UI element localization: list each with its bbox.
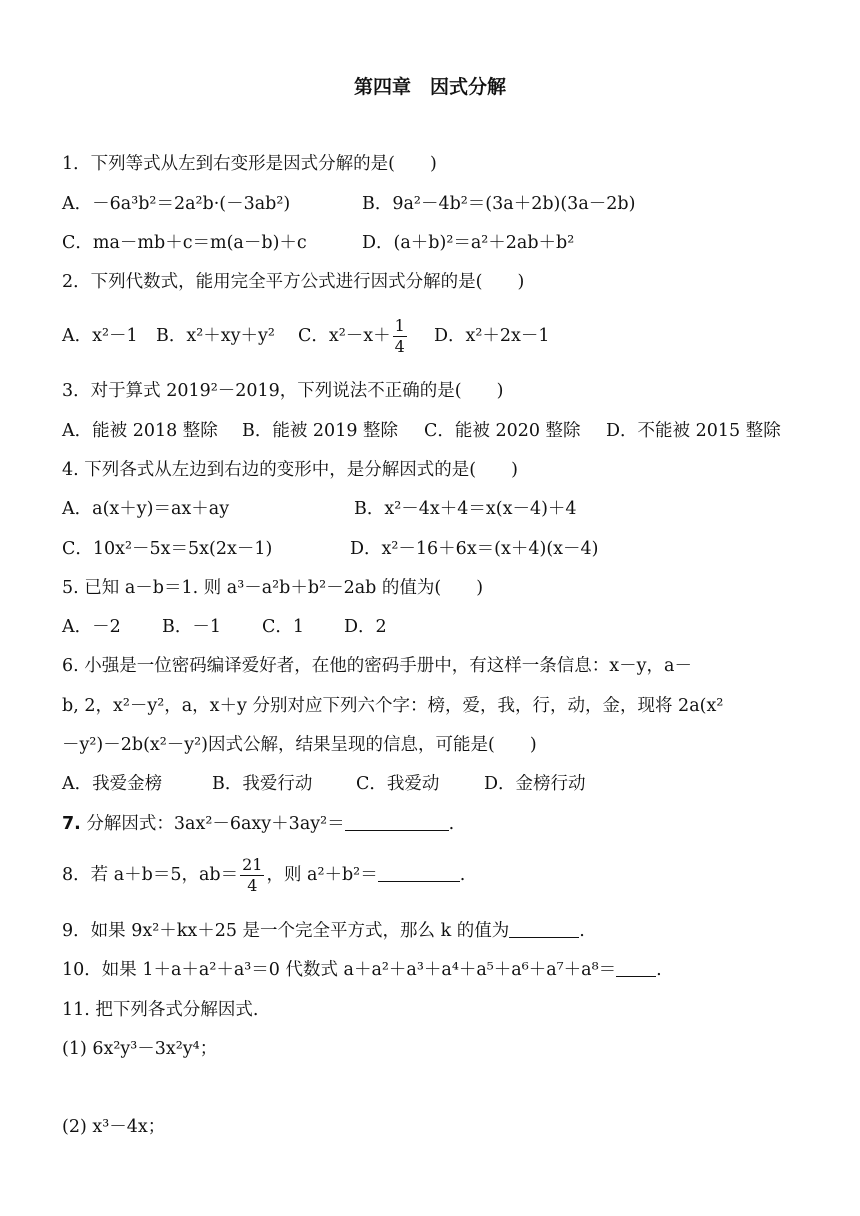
question-3-stem: 3．对于算式 2019²－2019，下列说法不正确的是( ) [62, 381, 504, 401]
q4-option-c: C．10x²－5x＝5x(2x－1) [62, 539, 273, 559]
q1-option-c: C．ma－mb＋c＝m(a－b)＋c [62, 233, 307, 253]
question-2-stem: 2．下列代数式，能用完全平方公式进行因式分解的是( ) [62, 272, 525, 292]
question-10 [62, 957, 820, 983]
question-6-line-1: 6. 小强是一位密码编译爱好者，在他的密码手册中，有这样一条信息：x－y，a－ [62, 656, 692, 676]
q4-option-d: D．x²－16＋6x＝(x＋4)(x－4) [350, 539, 599, 559]
q2-option-a: A．x²－1 [62, 326, 138, 346]
q5-option-c: C．1 [262, 617, 305, 637]
fraction-denominator: 4 [247, 876, 258, 895]
q3-option-b: B．能被 2019 整除 [242, 421, 399, 441]
question-7-end: . [448, 814, 455, 834]
question-8-end: . [459, 865, 466, 885]
q5-option-a: A．－2 [62, 617, 121, 637]
question-4-stem: 4. 下列各式从左边到右边的变形中，是分解因式的是( ) [62, 460, 518, 480]
question-6-line-2: b, 2，x²－y²，a，x＋y 分别对应下列六个字：榜，爱，我，行，动，金，现将 2a(x² [62, 696, 724, 716]
q6-option-d: D．金榜行动 [484, 774, 586, 794]
question-8 [62, 852, 820, 898]
question-8-fraction [240, 855, 264, 896]
q5-option-d: D．2 [344, 617, 387, 637]
q3-option-a: A．能被 2018 整除 [62, 421, 218, 441]
answer-blank[interactable] [616, 958, 656, 977]
question-5-stem: 5. 已知 a－b＝1. 则 a³－a²b＋b²－2ab 的值为( ) [62, 578, 484, 598]
chapter-title: 第四章 因式分解 [353, 76, 506, 98]
q1-option-a: A．－6a³b²＝2a²b·(－3ab²) [62, 194, 291, 214]
q2-option-b: B．x²＋xy＋y² [156, 326, 275, 346]
q1-option-b: B．9a²－4b²＝(3a＋2b)(3a－2b) [362, 194, 636, 214]
question-6-line-3: －y²)－2b(x²－y²)因式公解，结果呈现的信息，可能是( ) [62, 735, 537, 755]
question-8-suffix: ，则 a²＋b²＝ [266, 865, 378, 885]
question-7-text: 分解因式：3ax²－6axy＋3ay²＝ [86, 814, 345, 834]
question-11-part-2: (2) x³－4x； [62, 1117, 166, 1137]
question-7 [62, 811, 820, 837]
answer-blank[interactable] [378, 863, 460, 882]
fraction-numerator: 21 [242, 855, 263, 874]
q4-option-a: A．a(x＋y)＝ax＋ay [62, 499, 230, 519]
q2-option-c-text: C．x²－x＋ [298, 326, 391, 346]
question-9 [62, 918, 820, 944]
question-7-number: 7. [62, 814, 81, 834]
question-9-end: . [579, 921, 585, 941]
fraction-denominator: 4 [394, 337, 405, 356]
q6-option-b: B．我爱行动 [212, 774, 313, 794]
q4-option-b: B．x²－4x＋4＝x(x－4)＋4 [354, 499, 577, 519]
question-11-part-1: (1) 6x²y³－3x²y⁴； [62, 1039, 218, 1059]
answer-blank[interactable] [345, 812, 449, 831]
q3-option-c: C．能被 2020 整除 [424, 421, 581, 441]
q5-option-b: B．－1 [162, 617, 221, 637]
question-10-end: . [656, 960, 662, 980]
q6-option-a: A．我爱金榜 [62, 774, 163, 794]
question-2-options [62, 314, 820, 358]
q6-option-c: C．我爱动 [356, 774, 440, 794]
q1-option-d: D．(a＋b)²＝a²＋2ab＋b² [362, 233, 575, 253]
fraction-numerator: 1 [394, 316, 405, 335]
q2-option-c [298, 314, 409, 358]
q2-option-c-fraction [393, 316, 407, 357]
question-1-stem: 1．下列等式从左到右变形是因式分解的是( ) [62, 154, 437, 174]
question-9-text: 9．如果 9x²＋kx＋25 是一个完全平方式，那么 k 的值为 [62, 921, 510, 941]
answer-blank[interactable] [509, 919, 579, 938]
question-11-stem: 11. 把下列各式分解因式. [62, 1000, 259, 1020]
question-8-prefix: 8．若 a＋b＝5，ab＝ [62, 865, 239, 885]
q2-option-d: D．x²＋2x－1 [434, 326, 550, 346]
q3-option-d: D．不能被 2015 整除 [606, 421, 781, 441]
question-10-text: 10．如果 1＋a＋a²＋a³＝0 代数式 a＋a²＋a³＋a⁴＋a⁵＋a⁶＋a⁷＋a⁸＝ [62, 960, 617, 980]
